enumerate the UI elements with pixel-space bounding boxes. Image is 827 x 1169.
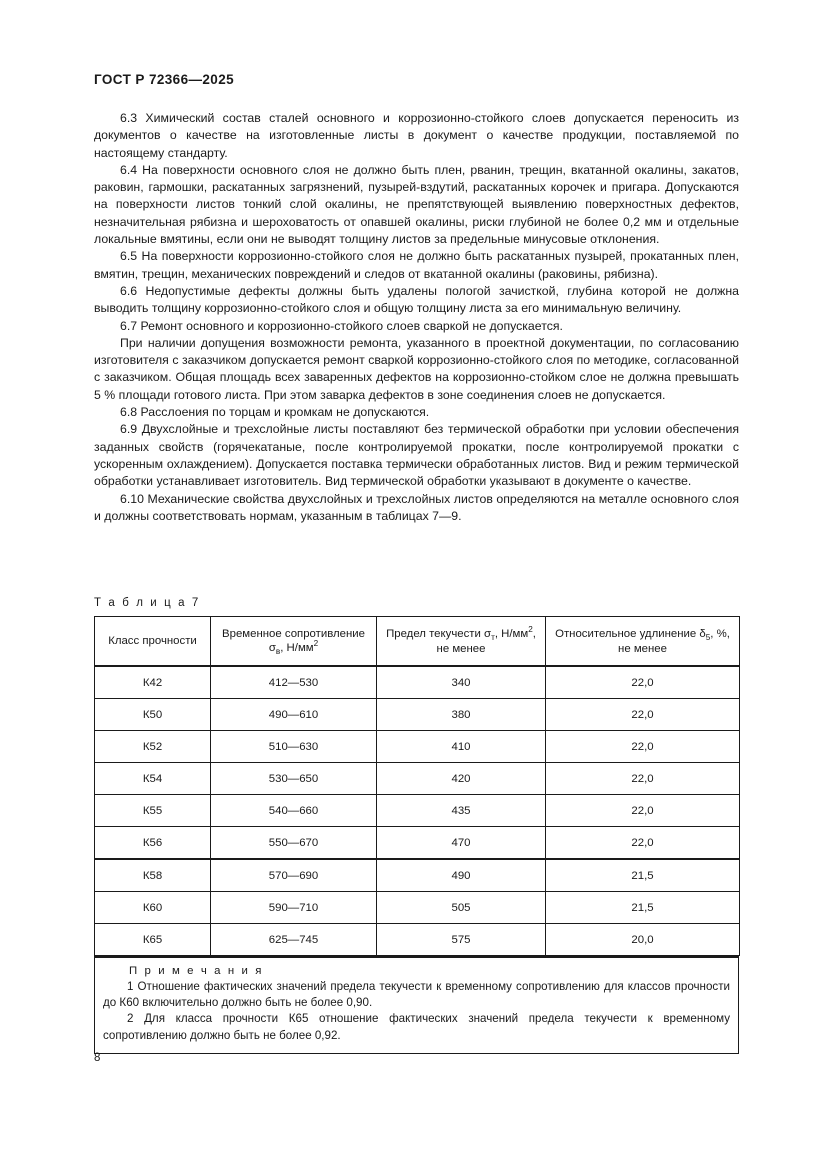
cell-strength-class: К42 <box>95 666 211 699</box>
cell-strength-class: К54 <box>95 763 211 795</box>
table-row <box>95 763 740 795</box>
table-body <box>95 666 740 956</box>
cell-strength-class: К56 <box>95 827 211 860</box>
cell-strength-class: К60 <box>95 892 211 924</box>
cell-strength-class: К65 <box>95 924 211 956</box>
cell-elongation: 22,0 <box>546 795 740 827</box>
cell-yield-strength: 575 <box>377 924 546 956</box>
cell-strength-class: К55 <box>95 795 211 827</box>
table-row <box>95 827 740 860</box>
yield-label-suffix: , <box>532 627 536 640</box>
paragraph-6-10: 6.10 Механические свойства двухслойных и трехслойных листов определяются на металле основного слоя и должны соответствовать нормам, указанным в таблицах 7—9. <box>94 491 739 523</box>
table-row <box>95 731 740 763</box>
yield-sigma-subscript: т <box>491 632 495 642</box>
notes-title: П р и м е ч а н и я <box>129 965 264 977</box>
cell-yield-strength: 340 <box>377 666 546 699</box>
yield-not-less-than: не менее <box>436 642 486 655</box>
table-7 <box>94 616 740 956</box>
tensile-units: , Н/мм <box>280 641 314 654</box>
cell-strength-class: К52 <box>95 731 211 763</box>
column-header-elongation <box>546 617 740 667</box>
cell-yield-strength: 490 <box>377 859 546 892</box>
cell-tensile-strength: 540—660 <box>211 795 377 827</box>
table-row <box>95 859 740 892</box>
table-header-row-group <box>95 617 740 667</box>
cell-elongation: 22,0 <box>546 731 740 763</box>
sigma-subscript: в <box>275 646 281 656</box>
running-header-standard-number: ГОСТ Р 72366—2025 <box>94 72 235 87</box>
cell-elongation: 21,5 <box>546 859 740 892</box>
paragraph-6-7-continuation: При наличии допущения возможности ремонта, указанного в проектной документации, по согласованию изготовителя с заказчиком допускается ремонт сваркой коррозионно-стойкого слоя по методике, согласованной с заказчиком. Общая площадь всех заваренных дефектов на коррозионно-стойком слое не должна превышать 5 % площади готового листа. При этом заварка дефектов в зоне соединения слоев не допускается. <box>94 335 739 402</box>
cell-tensile-strength: 412—530 <box>211 666 377 699</box>
cell-yield-strength: 410 <box>377 731 546 763</box>
column-header-yield-strength <box>377 617 546 667</box>
cell-elongation: 21,5 <box>546 892 740 924</box>
paragraph-6-9: 6.9 Двухслойные и трехслойные листы поставляют без термической обработки при условии обеспечения заданных свойств (горячекатаные, после контролируемой прокатки, после контролируемой прокатки с ускоренным охлаждением). Допускается поставка термически обработанных листов. Вид и режим термической обработки устанавливает изготовитель. Вид термической обработки указывают в документе о качестве. <box>94 422 739 489</box>
cell-elongation: 22,0 <box>546 666 740 699</box>
column-header-tensile-strength <box>211 617 377 667</box>
cell-yield-strength: 420 <box>377 763 546 795</box>
cell-yield-strength: 435 <box>377 795 546 827</box>
table-notes-box <box>94 956 739 1054</box>
tensile-units-exponent: 2 <box>313 638 319 648</box>
elongation-units: , %, <box>710 627 730 640</box>
yield-units: , Н/мм <box>494 627 529 640</box>
cell-tensile-strength: 625—745 <box>211 924 377 956</box>
page-number: 8 <box>94 1052 101 1064</box>
elongation-label-prefix: Относительное удлинение δ <box>555 627 706 640</box>
body-text-block <box>94 110 739 525</box>
cell-strength-class: К58 <box>95 859 211 892</box>
cell-strength-class: К50 <box>95 699 211 731</box>
table-row <box>95 699 740 731</box>
cell-tensile-strength: 570—690 <box>211 859 377 892</box>
paragraph-6-5: 6.5 На поверхности коррозионно-стойкого слоя не должно быть раскатанных пузырей, прокатанных плен, вмятин, трещин, механических повреждений и следов от вкатанной окалины (раковины, рябизна). <box>94 249 739 281</box>
delta-subscript: 5 <box>705 632 711 642</box>
yield-label-prefix: Предел текучести σ <box>386 627 492 640</box>
paragraph-6-7: 6.7 Ремонт основного и коррозионно-стойкого слоев сваркой не допускается. <box>120 318 563 333</box>
table-row <box>95 666 740 699</box>
elongation-not-less-than: не менее <box>618 642 667 655</box>
paragraph-6-4: 6.4 На поверхности основного слоя не должно быть плен, рванин, трещин, вкатанной окалины, закатов, раковин, гармошки, раскатанных загрязнений, пузырей-вздутий, раскатанных корочек и пригара. Допускаются на поверхности листов тонкий слой окалины, не препятствующей выявлению поверхностных дефектов, незначительная рябизна и шероховатость от опавшей окалины, риски глубиной не более 0,2 мм и отдельные локальные вмятины, если они не выводят толщину листов за предельные минусовые отклонения. <box>94 162 739 247</box>
cell-tensile-strength: 590—710 <box>211 892 377 924</box>
cell-elongation: 22,0 <box>546 699 740 731</box>
table-row <box>95 892 740 924</box>
cell-tensile-strength: 510—630 <box>211 731 377 763</box>
yield-units-exponent: 2 <box>528 624 533 634</box>
table-header-row <box>95 617 740 667</box>
column-header-tensile-line1: Временное сопротивление <box>222 627 365 640</box>
cell-tensile-strength: 550—670 <box>211 827 377 860</box>
cell-yield-strength: 505 <box>377 892 546 924</box>
column-header-strength-class-label: Класс прочности <box>108 635 197 647</box>
column-header-strength-class <box>95 617 211 667</box>
paragraph-6-6: 6.6 Недопустимые дефекты должны быть удалены пологой зачисткой, глубина которой не должна выводить толщину коррозионно-стойкого слоя и общую толщину листа за его минимальную величину. <box>94 283 739 316</box>
sigma-symbol: σ <box>268 641 276 654</box>
cell-tensile-strength: 530—650 <box>211 763 377 795</box>
cell-elongation: 22,0 <box>546 763 740 795</box>
paragraph-6-8: 6.8 Расслоения по торцам и кромкам не допускаются. <box>120 405 430 420</box>
table-row <box>95 795 740 827</box>
paragraph-6-3: 6.3 Химический состав сталей основного и коррозионно-стойкого слоев допускается переносить из документов о качестве на изготовленные листы в документ о качестве продукции, поставляемой по настоящему стандарту. <box>94 111 739 160</box>
table-7-wrapper <box>94 616 739 1054</box>
cell-yield-strength: 470 <box>377 827 546 860</box>
table-row <box>95 924 740 956</box>
cell-elongation: 22,0 <box>546 827 740 860</box>
cell-yield-strength: 380 <box>377 699 546 731</box>
cell-elongation: 20,0 <box>546 924 740 956</box>
cell-tensile-strength: 490—610 <box>211 699 377 731</box>
table-caption: Т а б л и ц а 7 <box>94 597 201 609</box>
note-item: 2 Для класса прочности К65 отношение фактических значений предела текучести к временному сопротивлению должно быть не более 0,92. <box>103 1012 730 1042</box>
note-item: 1 Отношение фактических значений предела текучести к временному сопротивлению для классов прочности до К60 включительно должно быть не более 0,90. <box>103 980 730 1010</box>
